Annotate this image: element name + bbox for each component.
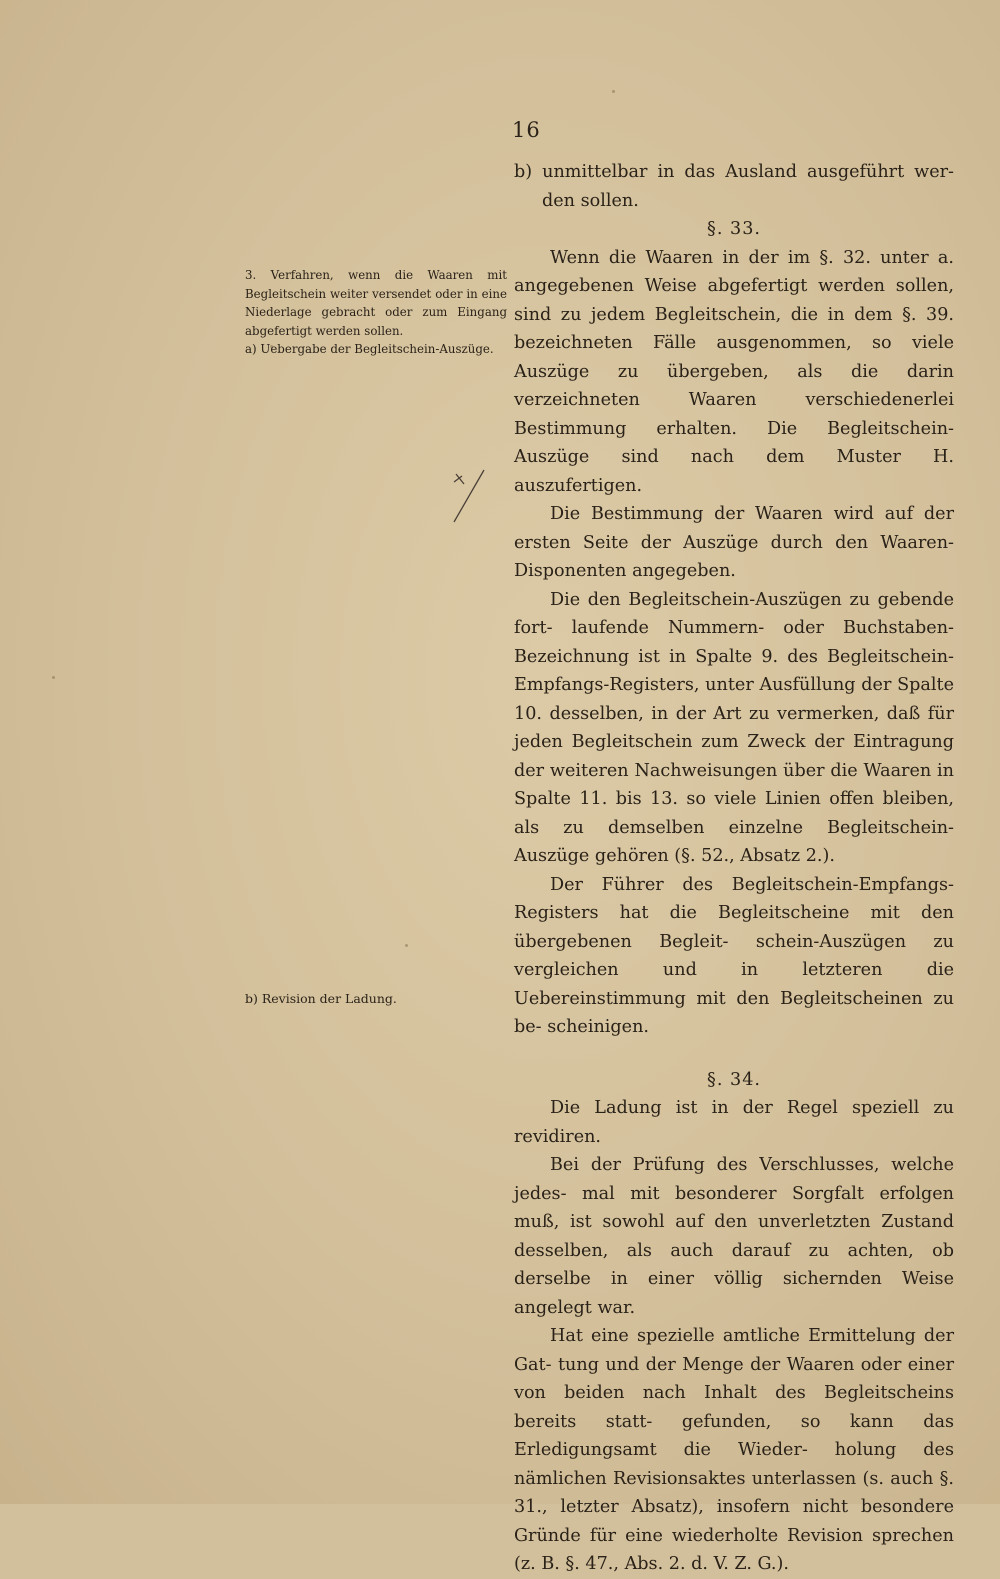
margin-note-section-33: [245, 266, 507, 359]
paragraph: Bei der Prüfung des Verschlusses, welche jedes- mal mit besonderer Sorgfalt erfolgen muß, ist sowohl auf den unverletzten Zustand desselben, als auch darauf zu achten, ob derselbe in einer völlig sichernden Weise angelegt war.: [514, 1155, 954, 1318]
margin-note-procedure: 3. Verfahren, wenn die Waaren mit Begleitschein weiter versendet oder in eine Niederlage gebracht oder zum Eingang abgefertigt werden sollen.: [245, 268, 507, 338]
pencil-mark: [448, 466, 488, 526]
margin-note-transfer: a) Uebergabe der Begleitschein-Auszüge.: [245, 342, 494, 356]
page-number: 16: [512, 118, 541, 142]
section-heading-34: §. 34.: [707, 1069, 761, 1090]
paper-speck: [612, 90, 615, 93]
margin-note-section-34: [245, 990, 507, 1009]
paragraph: Wenn die Waaren in der im §. 32. unter a. angegebenen Weise abgefertigt werden sollen, sind zu jedem Begleitschein, die in dem §. 39. bezeichneten Fälle ausgenommen, so viele Auszüge zu übergeben, als die darin verzeichneten Waaren verschiedenerlei Bestimmung erhalten. Die Begleitschein-Auszüge sind nach dem Muster H. auszufertigen.: [514, 247, 954, 496]
margin-note-revision: b) Revision der Ladung.: [245, 991, 397, 1006]
paragraph: Hat eine spezielle amtliche Ermittelung der Gat- tung und der Menge der Waaren oder einer von beiden nach Inhalt des Begleitscheins bereits statt- gefunden, so kann das Erledigungsamt die Wieder- holung des nämlichen Revisionsaktes unterlassen (s. auch §. 31., letzter Absatz), insofern nicht besondere Gründe für eine wiederholte Revision sprechen (z. B. §. 47., Abs. 2. d. V. Z. G.).: [514, 1326, 954, 1574]
main-text-column: [514, 158, 954, 1579]
paragraph: Die den Begleitschein-Auszügen zu gebende fort- laufende Nummern- oder Buchstaben-Bezeichnung ist in Spalte 9. des Begleitschein-Empfangs-Registers, unter Ausfüllung der Spalte 10. desselben, in der Art zu vermerken, daß für jeden Begleitschein zum Zweck der Eintragung der weiteren Nachweisungen über die Waaren in Spalte 11. bis 13. so viele Linien offen bleiben, als zu demselben einzelne Begleitschein- Auszüge gehören (§. 52., Absatz 2.).: [514, 589, 954, 866]
paragraph: Der Führer des Begleitschein-Empfangs-Registers hat die Begleitscheine mit den übergebenen Begleit- schein-Auszügen zu vergleichen und in letzteren die Uebereinstimmung mit den Begleitscheinen zu be- scheinigen.: [514, 874, 954, 1037]
paper-speck: [52, 676, 55, 679]
section-heading-33: §. 33.: [707, 219, 761, 239]
intro-item: b) unmittelbar in das Ausland ausgeführt wer- den sollen.: [514, 162, 954, 211]
paragraph: Die Bestimmung der Waaren wird auf der ersten Seite der Auszüge durch den Waaren-Disponenten angegeben.: [514, 504, 954, 581]
paragraph: Die Ladung ist in der Regel speziell zu revidiren.: [514, 1098, 954, 1147]
paper-speck: [405, 944, 408, 947]
